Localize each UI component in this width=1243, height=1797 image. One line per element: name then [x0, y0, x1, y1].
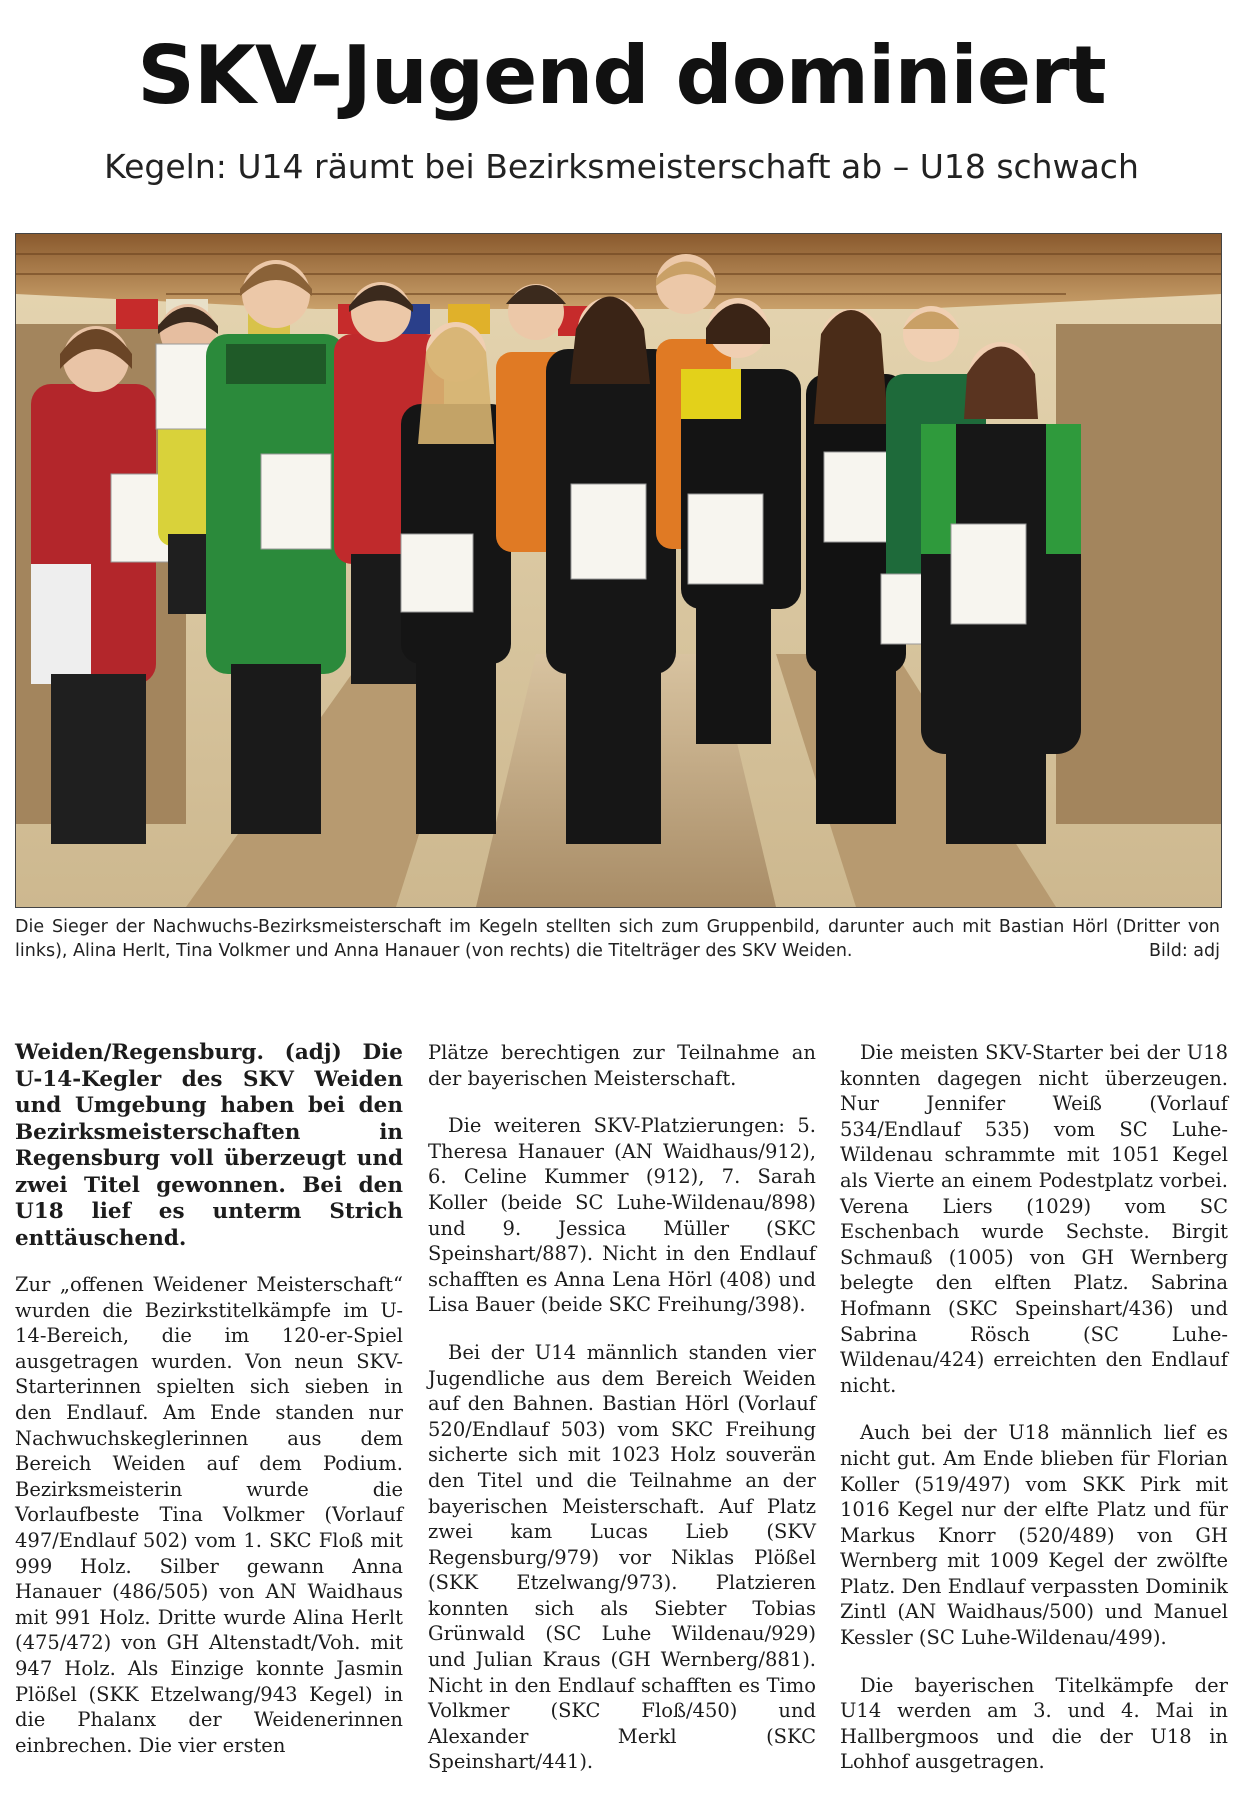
- article-column-1: [15, 1040, 403, 1780]
- body-paragraph: Auch bei der U18 männlich lief es nicht gut. Am Ende blieben für Florian Koller (519/497) vom SKK Pirk mit 1016 Kegel nur der elfte Platz und für Markus Knorr (520/489) von GH Wernberg mit 1009 Kegel der zwölfte Platz. Den Endlauf verpassten Dominik Zintl (AN Waidhaus/500) und Manuel Kessler (SC Luhe-Wildenau/499).: [840, 1421, 1228, 1650]
- body-paragraph: Plätze berechtigen zur Teilnahme an der bayerischen Meisterschaft.: [428, 1041, 816, 1090]
- body-paragraph: Zur „offenen Weidener Meisterschaft“ wurden die Bezirkstitelkämpfe im U-14-Bereich, die im 120-er-Spiel ausgetragen wurden. Von neun SKV-Starterinnen spielten sich sieben in den Endlauf. Am Ende standen nur Nachwuchskeglerinnen aus dem Bereich Weiden auf dem Podium. Bezirksmeisterin wurde die Vorlaufbeste Tina Volkmer (Vorlauf 497/Endlauf 502) vom 1. SKC Floß mit 999 Holz. Silber gewann Anna Hanauer (486/505) von AN Waidhaus mit 991 Holz. Dritte wurde Alina Herlt (475/472) von GH Altenstadt/Voh. mit 947 Holz. Als Einzige konnte Jasmin Plößel (SKK Etzelwang/943 Kegel) in die Phalanx der Weidenerinnen einbrechen. Die vier ersten: [15, 1273, 403, 1757]
- body-paragraph: Die meisten SKV-Starter bei der U18 konnten dagegen nicht überzeugen. Nur Jennifer Weiß (Vorlauf 534/Endlauf 535) vom SC Luhe-Wildenau schrammte mit 1051 Kegel als Vierte an einem Podestplatz vorbei. Verena Liers (1029) vom SC Eschenbach wurde Sechste. Birgit Schmauß (1005) von GH Wernberg belegte den elften Platz. Sabrina Hofmann (SKC Speinshart/436) und Sabrina Rösch (SC Luhe-Wildenau/424) erreichten den Endlauf nicht.: [840, 1041, 1228, 1397]
- photo-caption: [15, 915, 1220, 963]
- article-subheadline: Kegeln: U14 räumt bei Bezirksmeisterschaft ab – U18 schwach: [104, 147, 1139, 186]
- body-paragraph: Die weiteren SKV-Platzierungen: 5. Theresa Hanauer (AN Waidhaus/912), 6. Celine Kummer (912), 7. Sarah Koller (beide SC Luhe-Wildenau/898) und 9. Jessica Müller (SKC Speinshart/887). Nicht in den Endlauf schafften es Anna Lena Hörl (408) und Lisa Bauer (beide SKC Freihung/398).: [428, 1114, 816, 1317]
- lead-paragraph: Weiden/Regensburg. (adj) Die U-14-Kegler des SKV Weiden und Umgebung haben bei den Bezirksmeisterschaften in Regensburg voll überzeugt und zwei Titel gewonnen. Bei den U18 lief es unterm Strich enttäuschend.: [15, 1040, 403, 1251]
- group-photo: [15, 233, 1222, 908]
- article-column-2: [428, 1040, 816, 1797]
- article-headline: SKV-Jugend dominiert: [137, 29, 1106, 122]
- photo-credit: Bild: adj: [1149, 941, 1220, 961]
- article-column-3: [840, 1040, 1228, 1797]
- caption-text: Die Sieger der Nachwuchs-Bezirksmeisterschaft im Kegeln stellten sich zum Gruppenbild, darunter auch mit Bastian Hörl (Dritter von links), Alina Herlt, Tina Volkmer und Anna Hanauer (von rechts) die Titelträger des SKV Weiden.: [15, 917, 1220, 961]
- body-paragraph: Bei der U14 männlich standen vier Jugendliche aus dem Bereich Weiden auf den Bahnen. Bastian Hörl (Vorlauf 520/Endlauf 503) vom SKC Freihung sicherte sich mit 1023 Holz souverän den Titel und die Teilnahme an der bayerischen Meisterschaft. Auf Platz zwei kam Lucas Lieb (SKV Regensburg/979) vor Niklas Plößel (SKK Etzelwang/973). Platzieren konnten sich als Siebter Tobias Grünwald (SC Luhe Wildenau/929) und Julian Kraus (GH Wernberg/881). Nicht in den Endlauf schafften es Timo Volkmer (SKC Floß/450) und Alexander Merkl (SKC Speinshart/441).: [428, 1340, 816, 1774]
- body-paragraph: Die bayerischen Titelkämpfe der U14 werden am 3. und 4. Mai in Hallbergmoos und die der U18 in Lohhof ausgetragen.: [840, 1673, 1228, 1774]
